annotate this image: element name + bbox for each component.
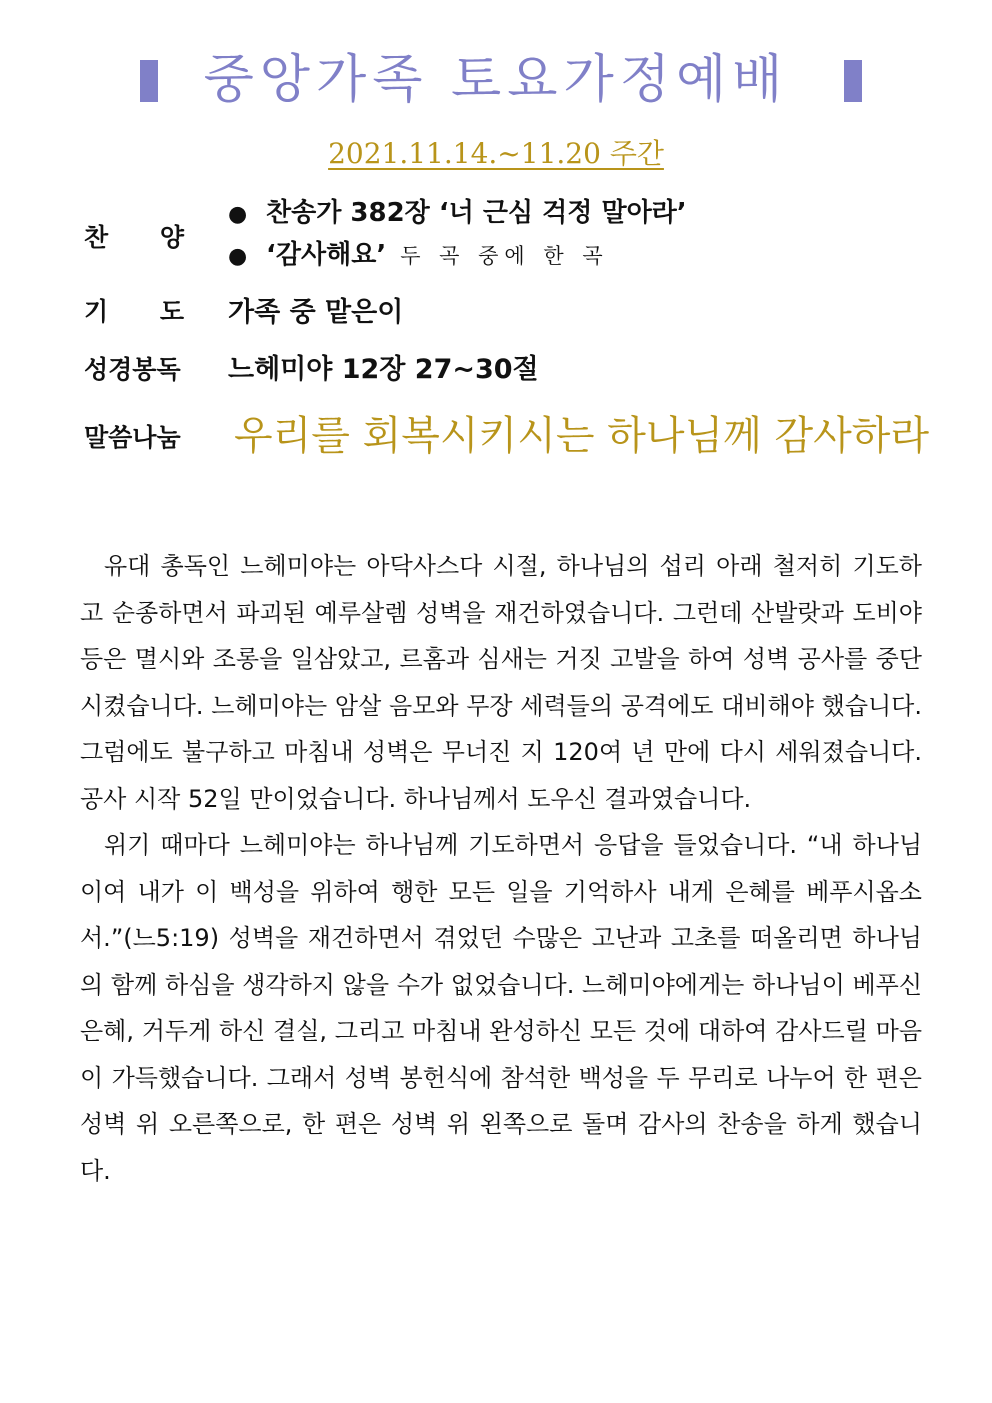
- hymn-item-note: 두 곡 중에 한 곡: [400, 244, 609, 268]
- prayer-label-char-1: 기: [84, 297, 109, 326]
- hymn-label-char-2: 양: [159, 223, 184, 252]
- prayer-label-char-2: 도: [159, 297, 184, 326]
- week-subtitle: [0, 132, 992, 172]
- title-bar-right: [844, 60, 862, 102]
- message-label: 말씀나눔: [84, 423, 181, 452]
- hymn-label-char-1: 찬: [84, 223, 109, 252]
- hymn-item: [228, 234, 687, 276]
- sermon-body: [80, 543, 922, 1194]
- scripture-value: 느헤미야 12장 27~30절: [228, 354, 539, 385]
- page-title: 중앙가족 토요가정예배: [203, 50, 789, 110]
- body-paragraph: 유대 총독인 느헤미야는 아닥사스다 시절, 하나님의 섭리 아래 철저히 기도하고 순종하면서 파괴된 예루살렘 성벽을 재건하였습니다. 그런데 산발랏과 도비야 등은 멸시와 조롱을 일삼았고, 르홈과 심새는 거짓 고발을 하여 성벽 공사를 중단시켰습니다. 느헤미야는 암살 음모와 무장 세력들의 공격에도 대비해야 했습니다. 그럼에도 불구하고 마침내 성벽은 무너진 지 120여 년 만에 다시 세워졌습니다. 공사 시작 52일 만이었습니다. 하나님께서 도우신 결과였습니다.: [80, 552, 922, 813]
- bullet-icon: ●: [228, 244, 248, 269]
- prayer-label: [84, 292, 184, 328]
- hymn-item: [228, 192, 687, 234]
- hymn-list: [228, 192, 687, 276]
- hymn-label: [84, 218, 184, 254]
- title-row: [0, 48, 992, 112]
- scripture-label: 성경봉독: [84, 355, 181, 384]
- body-paragraph: 위기 때마다 느헤미야는 하나님께 기도하면서 응답을 들었습니다. “내 하나님이여 내가 이 백성을 위하여 행한 모든 일을 기억하사 내게 은혜를 베푸시옵소서.”(느5:19) 성벽을 재건하면서 겪었던 수많은 고난과 고초를 떠올리면 하나님의 함께 하심을 생각하지 않을 수가 없었습니다. 느헤미야에게는 하나님이 베푸신 은혜, 거두게 하신 결실, 그리고 마침내 완성하신 모든 것에 대하여 감사드릴 마음이 가득했습니다. 그래서 성벽 봉헌식에 참석한 백성을 두 무리로 나누어 한 편은 성벽 위 오른쪽으로, 한 편은 성벽 위 왼쪽으로 돌며 감사의 찬송을 하게 했습니다.: [80, 831, 922, 1185]
- message-title: 우리를 회복시키시는 하나님께 감사하라: [234, 413, 930, 459]
- prayer-value: 가족 중 맡은이: [228, 297, 404, 328]
- hymn-item-text: 찬송가 382장 ‘너 근심 걱정 말아라’: [266, 198, 687, 228]
- hymn-item-text: ‘감사해요’: [266, 240, 387, 270]
- week-text: 2021.11.14.~11.20 주간: [328, 137, 664, 170]
- bullet-icon: ●: [228, 202, 248, 227]
